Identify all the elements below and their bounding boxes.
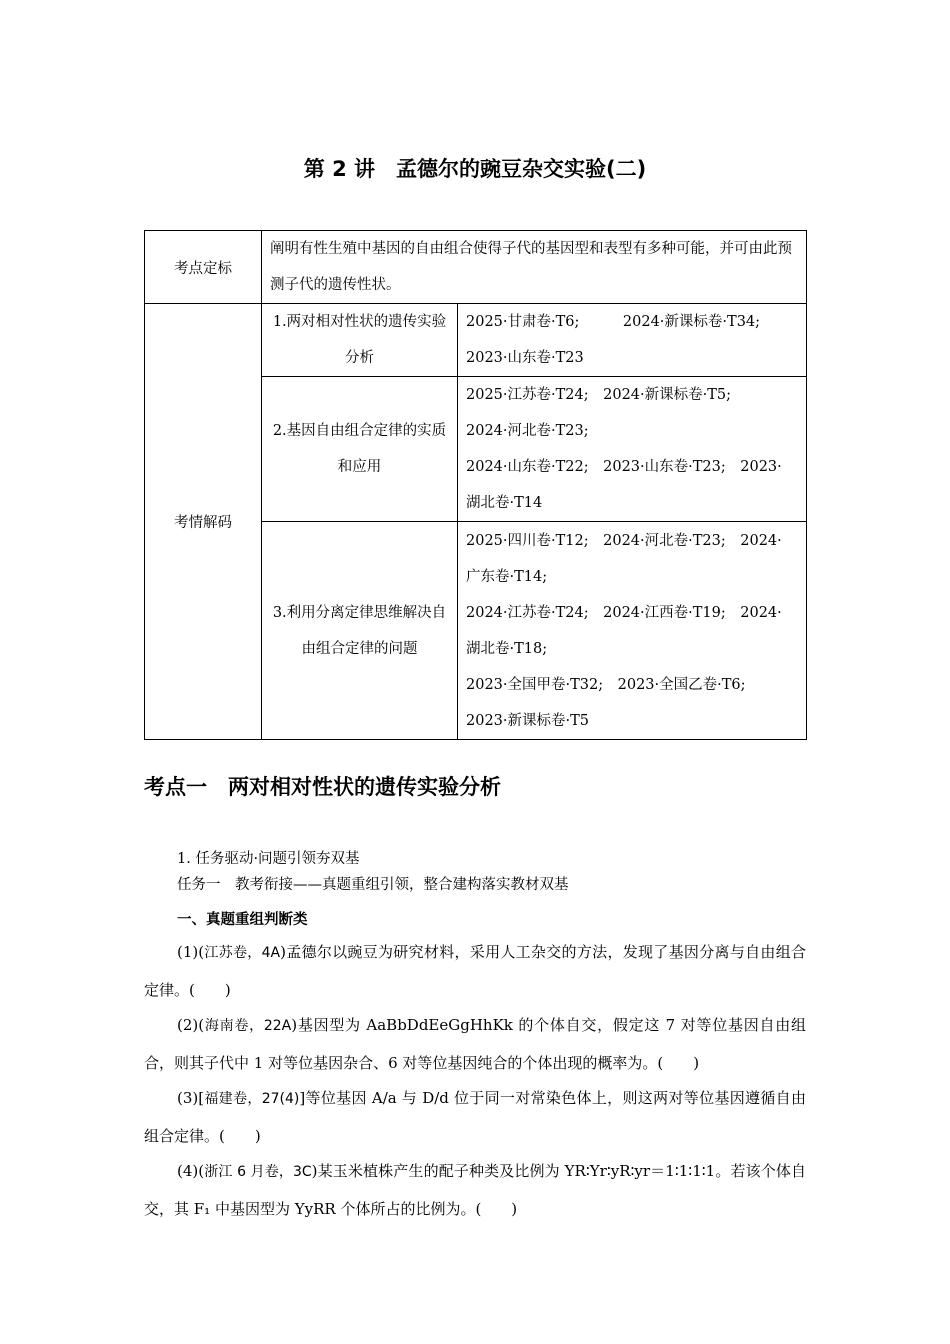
subsection-heading: 一、真题重组判断类 xyxy=(177,912,308,928)
source-line: 2023·全国甲卷·T32; 2023·全国乙卷·T6; xyxy=(466,676,746,693)
question-source: 浙江 6 月卷，3C xyxy=(204,1164,312,1180)
task-line: 任务一 教考衔接——真题重组引领，整合建构落实教材双基 xyxy=(177,877,569,893)
row-label-analysis: 考情解码 xyxy=(145,304,262,740)
topic-cell: 1.两对相对性状的遗传实验分析 xyxy=(262,304,458,377)
sources-cell xyxy=(458,377,807,522)
question-item: (3)[福建卷，27(4)]等位基因 A/a 与 D/d 位于同一对常染色体上，则这两对等位基因遵循自由组合定律。( ) xyxy=(144,1089,806,1145)
source-line: 2024·江苏卷·T24; 2024·江西卷·T19; 2024· xyxy=(466,604,782,621)
sources-cell xyxy=(458,522,807,740)
source-line: 广东卷·T14; xyxy=(466,568,548,585)
topic-cell: 2.基因自由组合定律的实质和应用 xyxy=(262,377,458,522)
sources-cell xyxy=(458,304,807,377)
source-line: 2024·山东卷·T22; 2023·山东卷·T23; 2023· xyxy=(466,459,782,475)
table-row xyxy=(145,304,807,377)
question-source: 江苏卷，4A xyxy=(204,945,281,961)
task-line: 1. 任务驱动·问题引领夯双基 xyxy=(177,851,360,867)
question-item: (4)(浙江 6 月卷，3C)某玉米植株产生的配子种类及比例为 YR∶Yr∶yR∶yr＝1∶1∶1∶1。若该个体自交，其 F₁ 中基因型为 YyRR 个体所占的比例为。( ) xyxy=(144,1162,806,1218)
topic-cell: 3.利用分离定律思维解决自由组合定律的问题 xyxy=(262,522,458,740)
question-source: 海南卷，22A xyxy=(204,1018,292,1034)
exam-info-table xyxy=(144,230,807,740)
question-item: (2)(海南卷，22A)基因型为 AaBbDdEeGgHhKk 的个体自交，假定这 7 对等位基因自由组合，则其子代中 1 对等位基因杂合、6 对等位基因纯合的个体出现的概率为。( ) xyxy=(144,1016,806,1072)
table-row xyxy=(145,231,807,304)
source-line: 2025·江苏卷·T24; 2024·新课标卷·T5; xyxy=(466,387,732,403)
source-line: 2023·山东卷·T23 xyxy=(466,350,584,366)
row-label-standard: 考点定标 xyxy=(145,231,262,304)
source-line: 湖北卷·T14 xyxy=(466,495,543,511)
source-line: 2025·甘肃卷·T6; 2024·新课标卷·T34; xyxy=(466,314,761,330)
question-item: (1)(江苏卷，4A)孟德尔以豌豆为研究材料，采用人工杂交的方法，发现了基因分离与自由组合定律。( ) xyxy=(144,943,807,999)
page-title: 第 2 讲 孟德尔的豌豆杂交实验(二) xyxy=(303,157,647,181)
source-line: 2025·四川卷·T12; 2024·河北卷·T23; 2024· xyxy=(466,532,782,549)
question-source: 福建卷，27(4) xyxy=(204,1091,300,1107)
standard-text: 阐明有性生殖中基因的自由组合使得子代的基因型和表型有多种可能，并可由此预测子代的遗传性状。 xyxy=(262,231,807,304)
source-line: 2023·新课标卷·T5 xyxy=(466,712,590,729)
source-line: 湖北卷·T18; xyxy=(466,640,548,657)
source-line: 2024·河北卷·T23; xyxy=(466,423,589,439)
section-heading: 考点一 两对相对性状的遗传实验分析 xyxy=(144,775,501,799)
